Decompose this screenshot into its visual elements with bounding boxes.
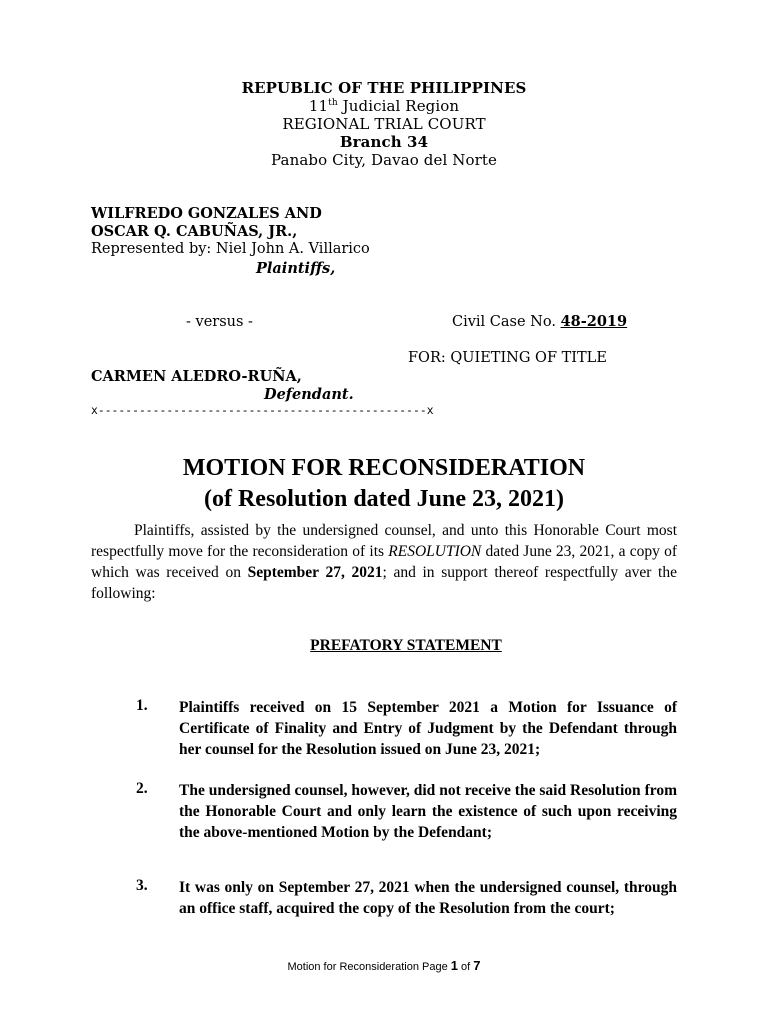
- intro-resolution: RESOLUTION: [388, 543, 482, 560]
- defendant-role: Defendant.: [264, 386, 354, 403]
- region-suffix: th: [328, 98, 338, 108]
- court-location: Panabo City, Davao del Norte: [271, 151, 497, 169]
- intro-text-2: dated June 23, 2021, a copy of which was received on: [91, 543, 677, 581]
- footer-page: 1: [450, 958, 458, 973]
- represented-by: Represented by: Niel John A. Villarico: [91, 241, 370, 257]
- branch-name: Branch 34: [339, 133, 429, 151]
- list-item: Plaintiffs received on 15 September 2021 a Motion for Issuance of Certificate of Finality and Entry of Judgment by the Defendant through her counsel for the Resolution issued on June 23, 2021;: [179, 699, 677, 758]
- footer-label: Motion for Reconsideration Page: [287, 961, 451, 973]
- page-footer: [0, 958, 768, 973]
- footer-of: of: [457, 961, 474, 973]
- intro-text-3: ; and in support thereof respectfully aver the following:: [91, 564, 677, 602]
- motion-title: MOTION FOR RECONSIDERATION: [182, 455, 586, 481]
- case-nature: FOR: QUIETING OF TITLE: [408, 350, 607, 366]
- list-item: The undersigned counsel, however, did not receive the said Resolution from the Honorable Court and only learn the existence of such upon receiving the above-mentioned Motion by the Defendant;: [179, 782, 677, 841]
- caption-separator: x------------------------------------------------x: [91, 404, 434, 417]
- region-number: 11: [308, 97, 329, 115]
- defendant-name: CARMEN ALEDRO-RUÑA,: [91, 368, 302, 385]
- section-title: PREFATORY STATEMENT: [310, 637, 502, 654]
- item-number: 3.: [136, 877, 148, 894]
- intro-text-1: Plaintiffs, assisted by the undersigned counsel, and unto this Honorable Court most respectfully move for the reconsideration of its: [91, 522, 677, 560]
- region-text: Judicial Region: [337, 97, 460, 115]
- case-number-value: 48-2019: [560, 313, 628, 330]
- intro-received-date: September 27, 2021: [247, 564, 383, 581]
- item-number: 2.: [136, 780, 148, 797]
- plaintiff-name-line2: OSCAR Q. CABUÑAS, JR.,: [91, 223, 298, 240]
- case-number: [452, 313, 627, 330]
- list-item: It was only on September 27, 2021 when the undersigned counsel, through an office staff, acquired the copy of the Resolution from the court;: [179, 879, 677, 917]
- republic-heading: REPUBLIC OF THE PHILIPPINES: [241, 79, 527, 97]
- judicial-region: [0, 97, 768, 115]
- court-name: REGIONAL TRIAL COURT: [282, 115, 486, 133]
- intro-paragraph: [91, 520, 677, 604]
- versus-label: - versus -: [186, 314, 253, 330]
- footer-total: 7: [473, 958, 481, 973]
- case-number-label: Civil Case No.: [452, 314, 561, 330]
- item-number: 1.: [136, 697, 148, 714]
- plaintiff-name-line1: WILFREDO GONZALES AND: [91, 205, 322, 222]
- plaintiff-role: Plaintiffs,: [256, 260, 336, 277]
- motion-subtitle: (of Resolution dated June 23, 2021): [203, 486, 564, 512]
